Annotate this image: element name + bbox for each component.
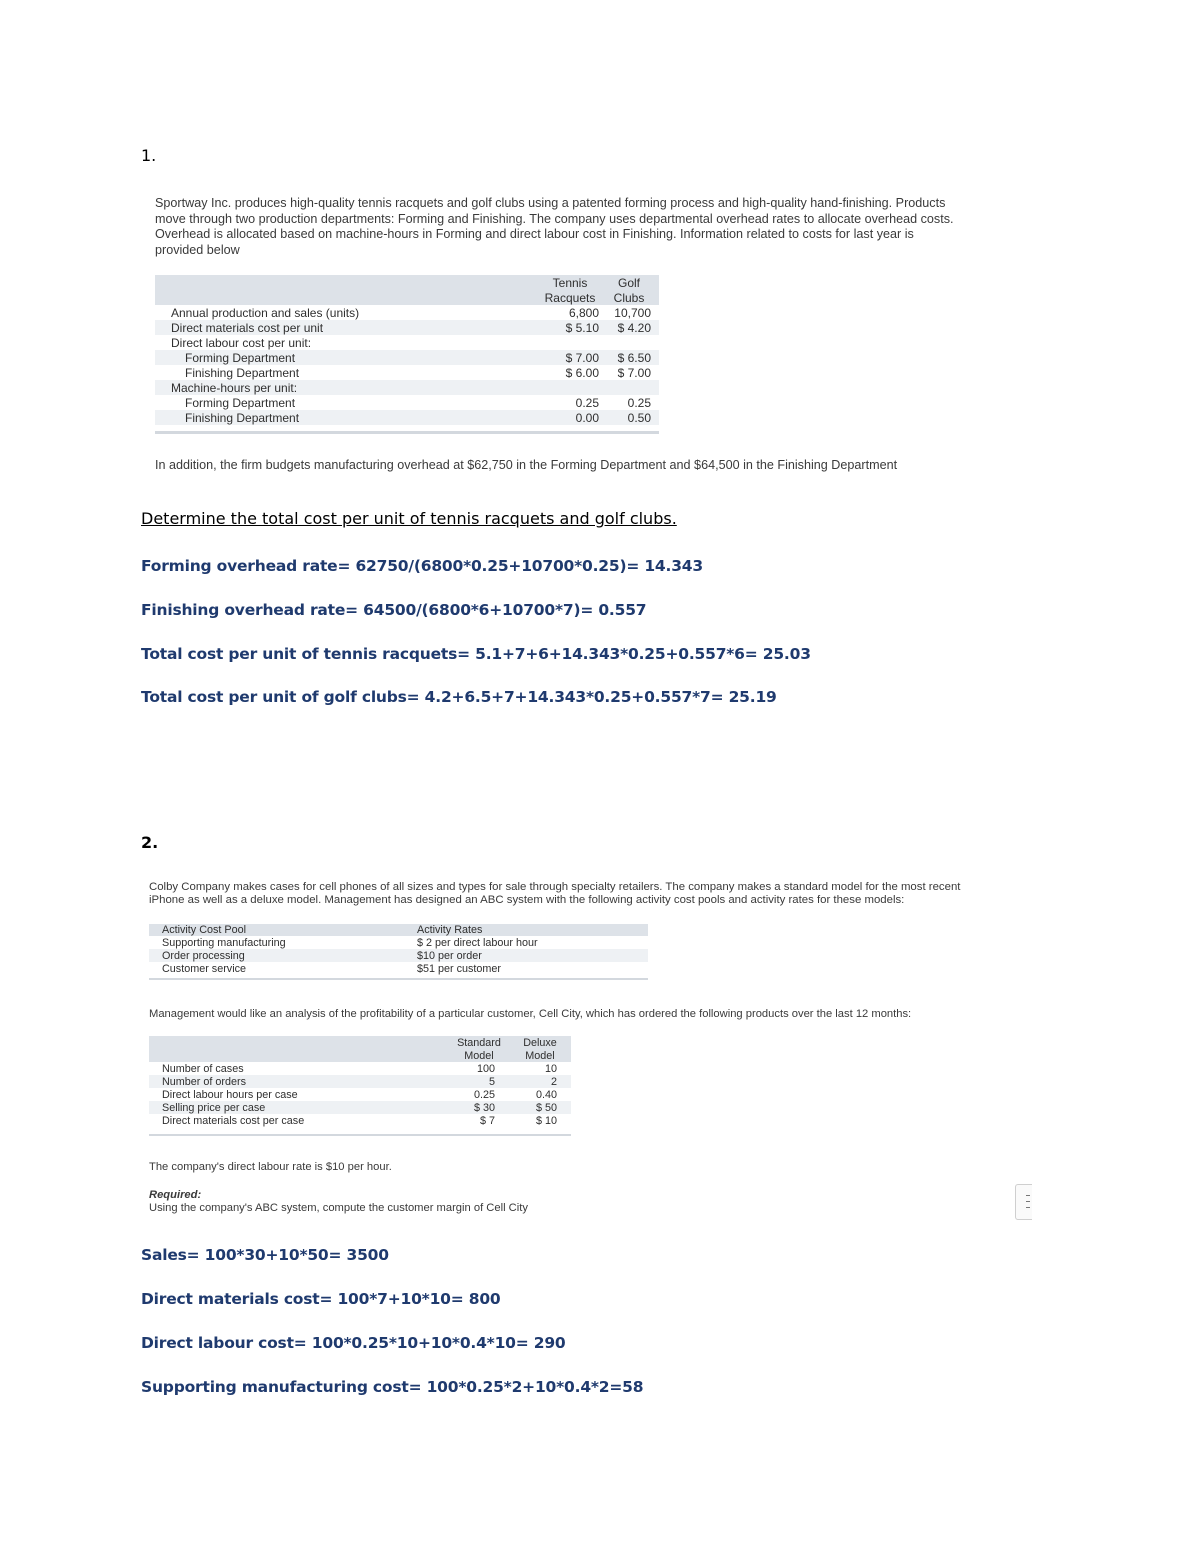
row-value: 0.50 (627, 410, 651, 425)
table-row (149, 949, 648, 962)
row-label: Direct labour hours per case (162, 1088, 298, 1101)
q1-calc-line: Finishing overhead rate= 64500/(6800*6+10700*7)= 0.557 (141, 601, 647, 619)
row-label: Finishing Department (185, 410, 300, 425)
cell-city-product-table (149, 1036, 571, 1127)
col-header-tennis-2: Racquets (544, 290, 596, 305)
q1-intro-line: Overhead is allocated based on machine-hours in Forming and direct labour cost in Finishing. Information related to costs for last year is (155, 227, 914, 241)
q1-calc-line: Total cost per unit of golf clubs= 4.2+6.5+7+14.343*0.25+0.557*7= 25.19 (141, 688, 777, 706)
row-value: $ 4.20 (617, 320, 651, 335)
row-value: $ 7.00 (565, 350, 599, 365)
table-row (155, 380, 659, 395)
row-value: 6,800 (568, 305, 599, 320)
row-value: $ 7 (479, 1114, 495, 1127)
q2-calc-line: Direct materials cost= 100*7+10*10= 800 (141, 1290, 501, 1308)
row-value: 2 (550, 1075, 557, 1088)
q1-intro (155, 196, 954, 258)
row-label: Selling price per case (162, 1101, 266, 1114)
row-value: $ 6.00 (565, 365, 599, 380)
row-value: 0.25 (473, 1088, 495, 1101)
q1-addition-text: In addition, the firm budgets manufacturing overhead at $62,750 in the Forming Department and $64,500 in the Finishing Department (155, 458, 898, 472)
q2-intro-line: Colby Company makes cases for cell phones of all sizes and types for sale through specialty retailers. The company makes a standard model for the most recent (149, 881, 961, 893)
q2-management-line (149, 1008, 911, 1021)
row-value: $ 6.50 (617, 350, 651, 365)
col-header-standard-2: Model (464, 1049, 494, 1062)
row-label: Direct labour cost per unit: (171, 335, 312, 350)
row-value (541, 335, 599, 350)
activity-header-rate: Activity Rates (417, 924, 483, 936)
col-header-standard: Standard (457, 1036, 501, 1049)
table-row (149, 962, 648, 975)
activity-pool: Order processing (162, 949, 245, 962)
table-row (149, 1114, 571, 1127)
q1-addition (155, 458, 897, 474)
q1-intro-line: Sportway Inc. produces high-quality tennis racquets and golf clubs using a patented forming process and high-quality hand-finishing. Products (155, 196, 946, 210)
side-tab-handle[interactable] (1015, 1184, 1032, 1220)
row-value (541, 380, 599, 395)
row-value: $ 7.00 (617, 365, 651, 380)
col-header-golf: Golf (617, 275, 640, 290)
activity-pool: Supporting manufacturing (162, 936, 286, 949)
table-row (149, 1101, 571, 1114)
table-row (149, 1088, 571, 1101)
row-value: 0.25 (627, 395, 651, 410)
row-value (599, 335, 659, 350)
question-number-1: 1. (141, 146, 157, 165)
row-value: $ 5.10 (565, 320, 599, 335)
table-row (155, 410, 659, 425)
q2-labour-rate-text: The company's direct labour rate is $10 per hour. (149, 1161, 392, 1173)
row-value: $ 50 (535, 1101, 557, 1114)
row-value: 100 (476, 1062, 495, 1075)
table-bottom-rule (149, 978, 648, 980)
q2-required (149, 1189, 528, 1215)
q1-calc-line: Forming overhead rate= 62750/(6800*0.25+10700*0.25)= 14.343 (141, 557, 703, 575)
row-label: Forming Department (185, 395, 296, 410)
table-row (155, 395, 659, 410)
q2-calc-line: Direct labour cost= 100*0.25*10+10*0.4*10= 290 (141, 1334, 566, 1352)
row-label: Machine-hours per unit: (171, 380, 298, 395)
q2-labour-rate (149, 1161, 392, 1174)
q2-calc-line: Sales= 100*30+10*50= 3500 (141, 1246, 389, 1264)
row-value: $ 10 (535, 1114, 557, 1127)
table-row (149, 1075, 571, 1088)
row-label: Direct materials cost per unit (171, 320, 324, 335)
q1-intro-line: move through two production departments: Forming and Finishing. The company uses departmental overhead rates to allocate overhead costs. (155, 211, 954, 226)
q1-intro-line: provided below (155, 242, 240, 257)
q2-management-text: Management would like an analysis of the profitability of a particular customer, Cell City, which has ordered the following products over the last 12 months: (149, 1008, 912, 1020)
q1-task-heading: Determine the total cost per unit of tennis racquets and golf clubs. (141, 509, 677, 528)
row-label: Direct materials cost per case (162, 1114, 305, 1127)
row-label: Finishing Department (185, 365, 300, 380)
q2-calc-line: Supporting manufacturing cost= 100*0.25*2+10*0.4*2=58 (141, 1378, 644, 1396)
row-value: 10 (544, 1062, 557, 1075)
row-value: 0.25 (575, 395, 599, 410)
col-header-deluxe: Deluxe (523, 1036, 557, 1049)
row-value: 0.40 (535, 1088, 557, 1101)
row-label: Annual production and sales (units) (171, 305, 360, 320)
activity-header-pool: Activity Cost Pool (162, 924, 247, 936)
activity-pool: Customer service (162, 962, 246, 975)
row-value (599, 380, 659, 395)
row-label: Forming Department (185, 350, 296, 365)
q2-required-text: Using the company's ABC system, compute the customer margin of Cell City (149, 1202, 528, 1214)
table-row (155, 365, 659, 380)
table-row (149, 936, 648, 949)
activity-rate-table (149, 924, 648, 975)
row-value: 0.00 (575, 410, 599, 425)
q2-intro-line: iPhone as well as a deluxe model. Management has designed an ABC system with the following activity cost pools and activity rates for these models: (149, 894, 905, 906)
col-header-deluxe-2: Model (525, 1049, 555, 1062)
activity-rate: $ 2 per direct labour hour (417, 936, 538, 949)
q1-cost-table (155, 275, 659, 425)
q2-intro (149, 881, 960, 907)
activity-rate: $10 per order (417, 949, 482, 962)
q1-calc-line: Total cost per unit of tennis racquets= 5.1+7+6+14.343*0.25+0.557*6= 25.03 (141, 645, 811, 663)
table-row (155, 305, 659, 320)
row-label: Number of cases (162, 1062, 244, 1075)
row-value: $ 30 (473, 1101, 495, 1114)
table-row (155, 350, 659, 365)
q2-required-label: Required: (149, 1189, 202, 1201)
table-row (155, 335, 659, 350)
row-label: Number of orders (162, 1075, 247, 1088)
table-row (155, 320, 659, 335)
col-header-tennis: Tennis (552, 275, 588, 290)
table-row (149, 1062, 571, 1075)
table-bottom-rule (155, 431, 659, 434)
activity-rate: $51 per customer (417, 962, 502, 975)
row-value: 5 (488, 1075, 495, 1088)
table-bottom-rule (149, 1134, 571, 1136)
row-value: 10,700 (614, 305, 651, 320)
question-number-2: 2. (141, 833, 159, 852)
col-header-golf-2: Clubs (613, 290, 645, 305)
